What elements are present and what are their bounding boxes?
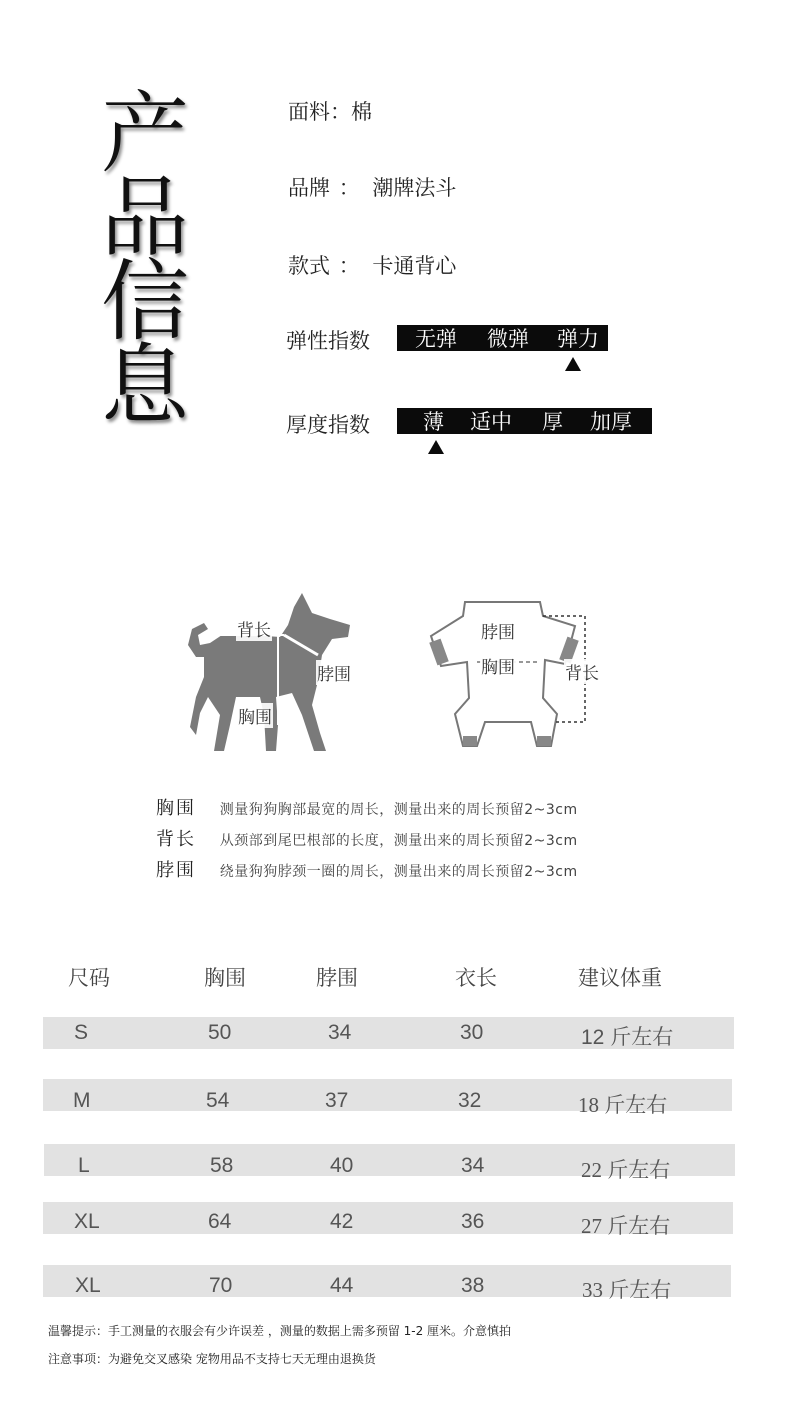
elasticity-option: 无弹 [415, 327, 457, 351]
cell-size: L [78, 1154, 90, 1177]
definition-desc: 绕量狗狗脖颈一圈的周长，测量出来的周长预留2~3cm [219, 864, 578, 880]
cell-chest: 50 [208, 1021, 232, 1044]
header-size: 尺码 [68, 966, 110, 990]
definition-row [156, 825, 578, 851]
title-char: 息 [100, 334, 189, 437]
weight-number: 33 [582, 1278, 603, 1302]
cell-length: 36 [461, 1210, 485, 1233]
style-line [288, 250, 456, 280]
weight-number: 22 [581, 1158, 602, 1182]
cell-neck: 40 [330, 1154, 354, 1177]
thickness-option: 加厚 [590, 410, 632, 434]
cell-chest: 58 [210, 1154, 234, 1177]
elasticity-label: 弹性指数 [286, 329, 370, 353]
cell-chest: 70 [209, 1274, 233, 1297]
weight-unit: 斤左右 [607, 1158, 671, 1182]
cell-neck: 42 [330, 1210, 354, 1233]
definition-term: 胸围 [156, 798, 196, 819]
cell-weight [581, 1021, 673, 1051]
cell-neck: 34 [328, 1021, 352, 1044]
cell-neck: 37 [325, 1089, 349, 1112]
garment-back-label: 背长 [564, 659, 600, 684]
weight-unit: 斤左右 [610, 1026, 674, 1049]
header-weight: 建议体重 [578, 966, 662, 990]
weight-unit: 斤左右 [608, 1278, 672, 1302]
thickness-option-selected: 薄 [423, 410, 444, 434]
thickness-scale [397, 408, 652, 434]
cell-chest: 54 [206, 1089, 230, 1112]
cell-neck: 44 [330, 1274, 354, 1297]
dog-neck-label: 脖围 [316, 660, 352, 685]
cell-chest: 64 [208, 1210, 232, 1233]
definition-desc: 测量狗狗胸部最宽的周长，测量出来的周长预留2~3cm [219, 802, 578, 818]
vertical-title [100, 82, 190, 437]
header-chest: 胸围 [204, 966, 246, 990]
cell-length: 30 [460, 1021, 484, 1044]
definition-row [156, 856, 578, 882]
brand-value: 潮牌法斗 [372, 176, 457, 200]
weight-number: 27 [581, 1214, 602, 1238]
fabric-value: 棉 [351, 100, 372, 124]
header-neck: 脖围 [316, 966, 358, 990]
thickness-option: 厚 [542, 410, 563, 434]
definition-desc: 从颈部到尾巴根部的长度，测量出来的周长预留2~3cm [219, 833, 578, 849]
elasticity-indicator-icon [565, 357, 581, 371]
style-label: 款式 [288, 254, 330, 278]
garment-neck-label: 脖围 [480, 618, 516, 643]
style-value: 卡通背心 [372, 254, 457, 278]
weight-unit: 斤左右 [607, 1214, 671, 1238]
weight-number: 12 [581, 1026, 605, 1049]
thickness-option: 适中 [470, 410, 512, 434]
brand-line [288, 172, 456, 202]
cell-size: S [74, 1021, 89, 1044]
cell-weight [582, 1274, 671, 1304]
fabric-line [288, 96, 372, 126]
cell-size: XL [75, 1274, 101, 1297]
cell-weight [578, 1089, 667, 1119]
title-char: 信 [100, 250, 189, 353]
cell-size: M [73, 1089, 91, 1112]
brand-label: 品牌 [288, 176, 330, 200]
thickness-indicator-icon [428, 440, 444, 454]
cell-weight [581, 1210, 670, 1240]
definition-row [156, 794, 578, 820]
cell-size: XL [74, 1210, 100, 1233]
cell-weight [581, 1154, 670, 1184]
cell-length: 38 [461, 1274, 485, 1297]
elasticity-scale [397, 325, 608, 351]
elasticity-option-selected: 弹力 [557, 327, 599, 351]
title-char: 产 [100, 82, 189, 185]
style-sep: ： [338, 254, 360, 278]
tip-note: 温馨提示：手工测量的衣服会有少许误差 ，测量的数据上需多预留 1-2 厘米。介意慎拍 [48, 1324, 512, 1338]
thickness-label: 厚度指数 [286, 413, 370, 437]
weight-unit: 斤左右 [604, 1093, 668, 1117]
garment-chest-label: 胸围 [480, 653, 516, 678]
elasticity-option: 微弹 [487, 327, 529, 351]
definition-term: 背长 [156, 829, 196, 850]
dog-chest-label: 胸围 [237, 703, 273, 728]
notice-note: 注意事项：为避免交叉感染 宠物用品不支持七天无理由退换货 [48, 1352, 376, 1366]
cell-length: 32 [458, 1089, 482, 1112]
dog-back-label: 背长 [236, 616, 272, 641]
brand-sep: ： [338, 176, 360, 200]
header-length: 衣长 [455, 966, 497, 990]
definition-term: 脖围 [156, 860, 196, 881]
cell-length: 34 [461, 1154, 485, 1177]
title-char: 品 [100, 166, 189, 269]
weight-number: 18 [578, 1093, 599, 1117]
fabric-label: 面料： [288, 100, 351, 124]
